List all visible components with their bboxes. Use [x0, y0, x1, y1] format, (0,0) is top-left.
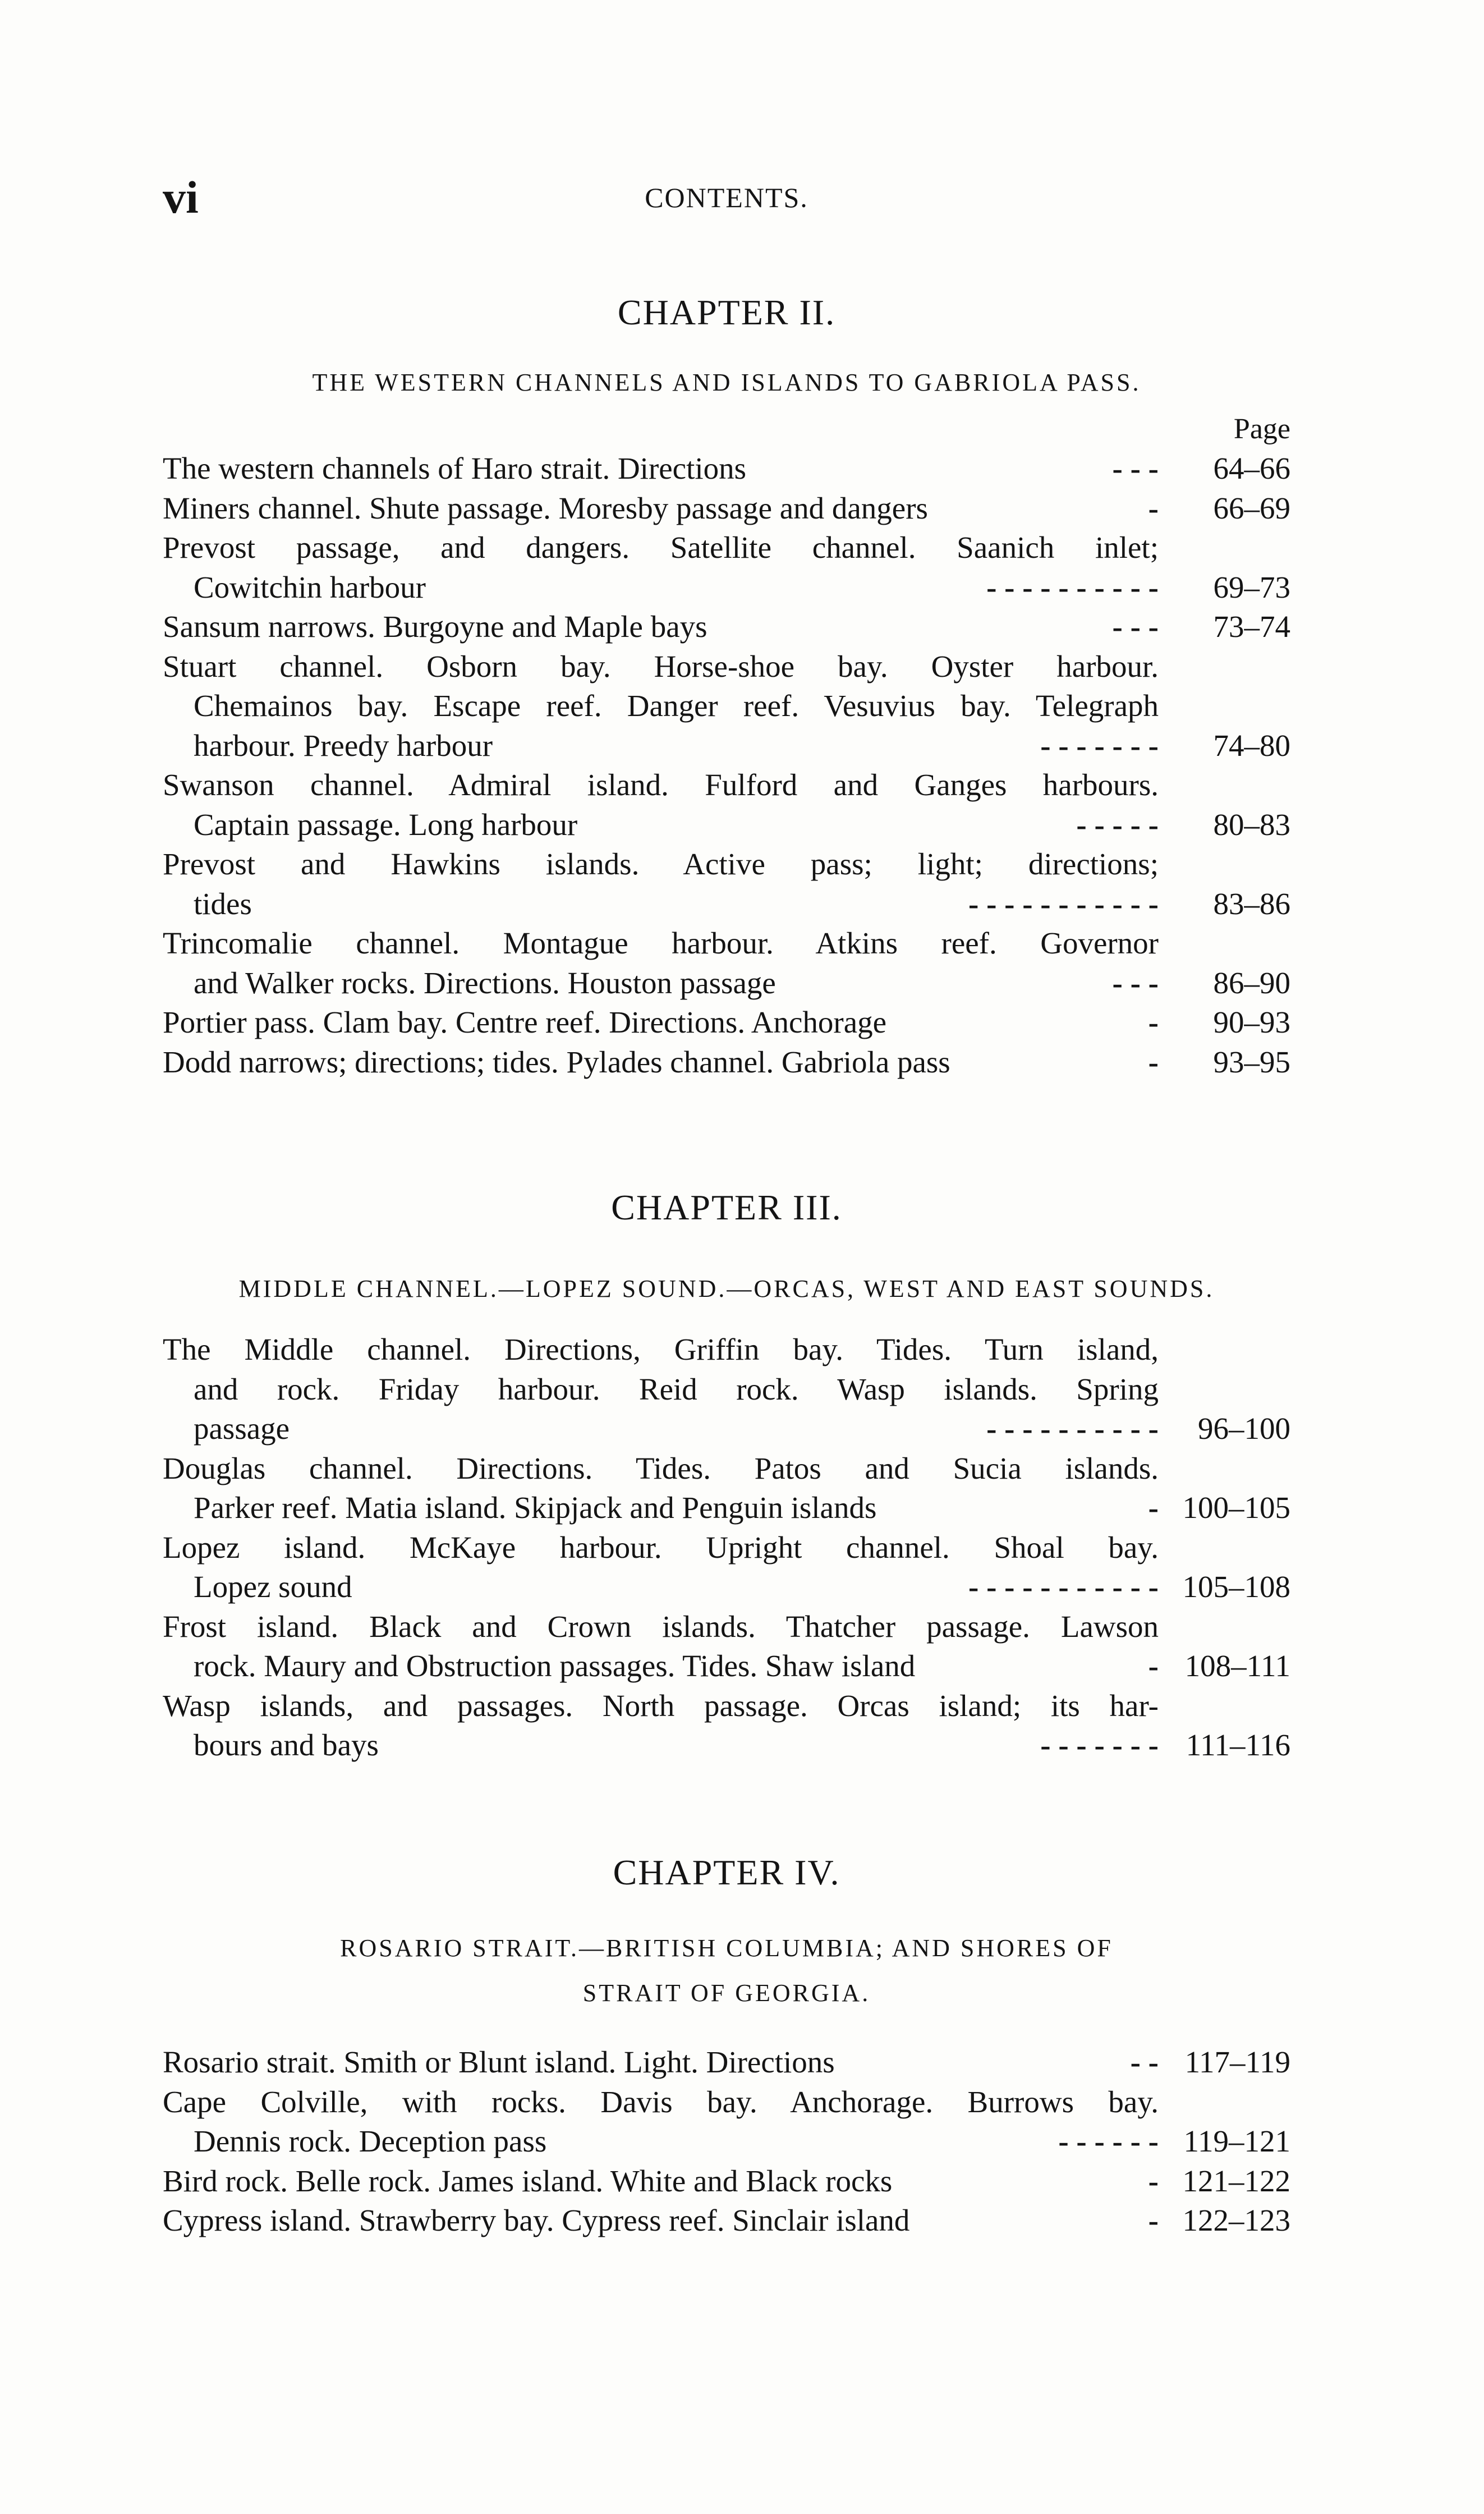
page-range: 117–119	[1184, 2045, 1290, 2079]
dot-leader: - - - - - - - - - -	[986, 570, 1159, 604]
dot-leader: - - -	[1112, 451, 1159, 485]
toc-entry-line	[163, 647, 1290, 687]
dot-leader: -	[1148, 1005, 1159, 1039]
dot-leader: - - -	[1112, 609, 1159, 644]
entry-text: Trincomalie channel. Montague harbour. Atkins reef. Governor	[163, 926, 1159, 960]
dot-leader: - - - - - - - - - - -	[968, 1570, 1159, 1604]
page-range: 74–80	[1213, 728, 1290, 763]
entry-text: Miners channel. Shute passage. Moresby passage and dangers	[163, 490, 928, 525]
running-title: CONTENTS.	[645, 182, 808, 213]
toc-entry-line	[163, 1646, 1290, 1686]
chapter-title: CHAPTER IV.	[613, 1852, 840, 1892]
entry-text: rock. Maury and Obstruction passages. Tides. Shaw island	[194, 1649, 916, 1683]
page-range: 119–121	[1183, 2124, 1290, 2158]
toc-entry-line	[163, 1567, 1290, 1607]
toc-entry-line	[163, 805, 1290, 845]
entry-text: and Walker rocks. Directions. Houston passage	[194, 965, 776, 1000]
entry-text: Captain passage. Long harbour	[194, 807, 578, 842]
entry-text: Lopez island. McKaye harbour. Upright channel. Shoal bay.	[163, 1530, 1159, 1565]
toc-entry-line	[163, 1726, 1290, 1765]
chapter-subtitle: MIDDLE CHANNEL.—LOPEZ SOUND.—ORCAS, WEST AND EAST SOUNDS.	[238, 1275, 1215, 1302]
dot-leader: - - - - - - -	[1040, 728, 1159, 763]
toc-entry-line	[163, 2201, 1290, 2241]
dot-leader: -	[1148, 1490, 1159, 1525]
chapter-entries	[163, 449, 1290, 1082]
toc-entry-line	[163, 845, 1290, 884]
toc-entry-line	[163, 528, 1290, 568]
page-column-label: Page	[1233, 413, 1290, 445]
entry-text: The western channels of Haro strait. Directions	[163, 451, 747, 485]
toc-entry-line	[163, 2043, 1290, 2082]
page-range: 108–111	[1184, 1649, 1290, 1683]
toc-entry-line	[163, 1607, 1290, 1647]
toc-entry-line	[163, 1370, 1290, 1410]
page-header	[163, 171, 1290, 222]
dot-leader: -	[1148, 2203, 1159, 2237]
page-range: 83–86	[1213, 886, 1290, 921]
toc-entry-line	[163, 1409, 1290, 1449]
page-range: 69–73	[1213, 570, 1290, 604]
chapter-subtitle: STRAIT OF GEORGIA.	[582, 1979, 871, 2007]
entry-text: Dennis rock. Deception pass	[194, 2124, 547, 2158]
dot-leader: - -	[1130, 2045, 1159, 2079]
page-range: 90–93	[1213, 1005, 1290, 1039]
page-number: vi	[163, 172, 199, 223]
dot-leader: - - - - - - -	[1040, 1728, 1159, 1762]
entry-text: Portier pass. Clam bay. Centre reef. Directions. Anchorage	[163, 1005, 887, 1039]
dot-leader: -	[1148, 1044, 1159, 1079]
toc-entry-line	[163, 2122, 1290, 2162]
entry-text: Cypress island. Strawberry bay. Cypress reef. Sinclair island	[163, 2203, 910, 2237]
page-range: 73–74	[1213, 609, 1290, 644]
toc-entry-line	[163, 1003, 1290, 1043]
entry-text: Swanson channel. Admiral island. Fulford and Ganges harbours.	[163, 768, 1159, 802]
toc-entry-line	[163, 449, 1290, 489]
dot-leader: - - - - -	[1076, 807, 1159, 842]
entry-text: Douglas channel. Directions. Tides. Patos and Sucia islands.	[163, 1451, 1159, 1485]
entry-text: Prevost passage, and dangers. Satellite channel. Saanich inlet;	[163, 530, 1159, 565]
toc-entry-line	[163, 1488, 1290, 1528]
page-range: 111–116	[1186, 1728, 1290, 1762]
chapter-subtitle: ROSARIO STRAIT.—BRITISH COLUMBIA; AND SHORES OF	[340, 1934, 1113, 1962]
page-range: 105–108	[1182, 1570, 1290, 1604]
toc-entry-line	[163, 1330, 1290, 1370]
toc-entry-line	[163, 964, 1290, 1003]
entry-text: Chemainos bay. Escape reef. Danger reef. Vesuvius bay. Telegraph	[194, 689, 1159, 723]
dot-leader: - - - - - -	[1058, 2124, 1159, 2158]
page-range: 66–69	[1213, 490, 1290, 525]
page-range: 64–66	[1213, 451, 1290, 485]
toc-entry-line	[163, 765, 1290, 805]
toc-entry-line	[163, 607, 1290, 647]
entry-text: bours and bays	[194, 1728, 379, 1762]
dot-leader: -	[1148, 2163, 1159, 2198]
toc-entry-line	[163, 1528, 1290, 1568]
entry-text: Cape Colville, with rocks. Davis bay. Anchorage. Burrows bay.	[163, 2084, 1159, 2119]
dot-leader: - - - - - - - - - - -	[968, 886, 1159, 921]
chapter-title: CHAPTER III.	[611, 1187, 842, 1227]
page-range: 93–95	[1213, 1044, 1290, 1079]
entry-text: Dodd narrows; directions; tides. Pylades channel. Gabriola pass	[163, 1044, 950, 1079]
chapter-entries	[163, 1330, 1290, 1765]
toc-entry-line	[163, 568, 1290, 608]
entry-text: Stuart channel. Osborn bay. Horse-shoe bay. Oyster harbour.	[163, 649, 1159, 683]
toc-entry-line	[163, 686, 1290, 726]
entry-text: Prevost and Hawkins islands. Active pass; light; directions;	[163, 847, 1159, 881]
chapter-entries	[163, 2043, 1290, 2241]
page-range: 122–123	[1182, 2203, 1290, 2237]
toc-entry-line	[163, 1043, 1290, 1082]
entry-text: Cowitchin harbour	[194, 570, 426, 604]
entry-text: passage	[194, 1411, 290, 1446]
page-range: 121–122	[1182, 2163, 1290, 2198]
toc-entry-line	[163, 924, 1290, 964]
toc-entry-line	[163, 726, 1290, 766]
page-range: 100–105	[1182, 1490, 1290, 1525]
entry-text: Frost island. Black and Crown islands. Thatcher passage. Lawson	[163, 1609, 1159, 1644]
entry-text: Wasp islands, and passages. North passage. Orcas island; its har-	[163, 1688, 1159, 1723]
entry-text: The Middle channel. Directions, Griffin bay. Tides. Turn island,	[163, 1332, 1159, 1366]
dot-leader: -	[1148, 490, 1159, 525]
page-range: 86–90	[1213, 965, 1290, 1000]
contents-page	[163, 0, 1290, 2514]
dot-leader: - - -	[1112, 965, 1159, 1000]
toc-entry-line	[163, 1449, 1290, 1489]
entry-text: harbour. Preedy harbour	[194, 728, 493, 763]
toc-entry-line	[163, 2082, 1290, 2122]
entry-text: Lopez sound	[194, 1570, 352, 1604]
dot-leader: - - - - - - - - - -	[986, 1411, 1159, 1446]
page-range: 80–83	[1213, 807, 1290, 842]
toc-entry-line	[163, 1686, 1290, 1726]
entry-text: Parker reef. Matia island. Skipjack and Penguin islands	[194, 1490, 877, 1525]
entry-text: Sansum narrows. Burgoyne and Maple bays	[163, 609, 707, 644]
entry-text: Rosario strait. Smith or Blunt island. Light. Directions	[163, 2045, 835, 2079]
toc-entry-line	[163, 884, 1290, 924]
chapter-title: CHAPTER II.	[617, 292, 836, 332]
toc-entry-line	[163, 2162, 1290, 2201]
page-range: 96–100	[1198, 1411, 1290, 1446]
toc-entry-line	[163, 489, 1290, 529]
dot-leader: -	[1148, 1649, 1159, 1683]
entry-text: tides	[194, 886, 252, 921]
chapter-subtitle: THE WESTERN CHANNELS AND ISLANDS TO GABRIOLA PASS.	[312, 369, 1141, 396]
entry-text: Bird rock. Belle rock. James island. White and Black rocks	[163, 2163, 893, 2198]
entry-text: and rock. Friday harbour. Reid rock. Wasp islands. Spring	[194, 1371, 1159, 1406]
